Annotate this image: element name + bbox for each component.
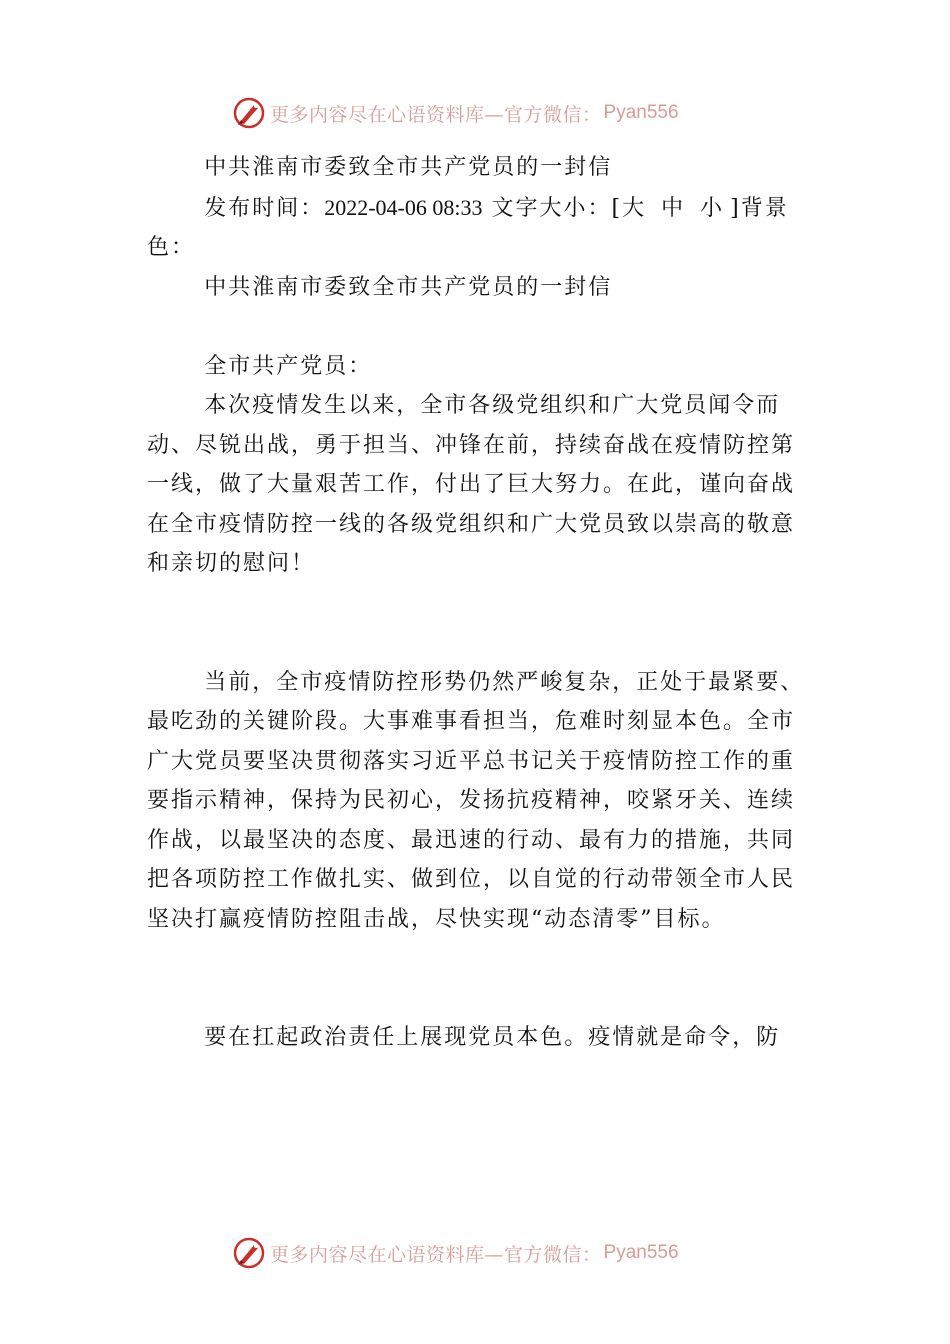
publish-time-label: 发布时间： [204, 195, 325, 221]
salutation: 全市共产党员： [204, 353, 373, 379]
article-title: 中共淮南市委致全市共产党员的一封信 [204, 274, 613, 300]
pen-logo-icon [232, 96, 266, 130]
font-size-large-link[interactable]: 大 [622, 195, 653, 221]
font-size-close: ] [730, 195, 741, 221]
watermark-banner-bottom [232, 1236, 679, 1270]
paragraph-2: 当前，全市疫情防控形势仍然严峻复杂，正处于最紧要、最吃劲的关键阶段。大事难事看担当，危难时刻显本色。全市广大党员要坚决贯彻落实习近平总书记关于疫情防控工作的重要指示精神，保持为民初心，发扬抗疫精神，咬紧牙关、连续作战，以最坚决的态度、最迅速的行动、最有力的措施，共同把各项防控工作做扎实、做到位，以自觉的行动带领全市人民坚决打赢疫情防控阻击战，尽快实现“动态清零”目标。 [147, 669, 805, 932]
article-heading: 中共淮南市委致全市共产党员的一封信 [204, 155, 613, 180]
watermark-text: 更多内容尽在心语资料库—官方微信： [270, 103, 602, 126]
font-size-label: 文字大小：[ [491, 195, 623, 221]
watermark-wechat-id: Pyan556 [603, 102, 679, 123]
font-size-medium-link[interactable]: 中 [661, 195, 692, 221]
watermark-banner-top [232, 96, 679, 130]
watermark-text: 更多内容尽在心语资料库—官方微信： [270, 1243, 602, 1266]
watermark-wechat-id: Pyan556 [603, 1242, 679, 1263]
background-color-label[interactable]: 背景色： [147, 195, 789, 260]
article-body [147, 148, 807, 1058]
publish-time: 2022-04-06 08:33 [324, 194, 483, 220]
paragraph-1: 本次疫情发生以来，全市各级党组织和广大党员闻令而动、尽锐出战，勇于担当、冲锋在前，持续奋战在疫情防控第一线，做了大量艰苦工作，付出了巨大努力。在此，谨向奋战在全市疫情防控一线的各级党组织和广大党员致以崇高的敬意和亲切的慰问！ [147, 393, 796, 576]
paragraph-3: 要在扛起政治责任上展现党员本色。疫情就是命令，防 [204, 1025, 781, 1050]
font-size-small-link[interactable]: 小 [700, 195, 731, 221]
pen-logo-icon [232, 1236, 266, 1270]
article-meta [147, 188, 807, 268]
